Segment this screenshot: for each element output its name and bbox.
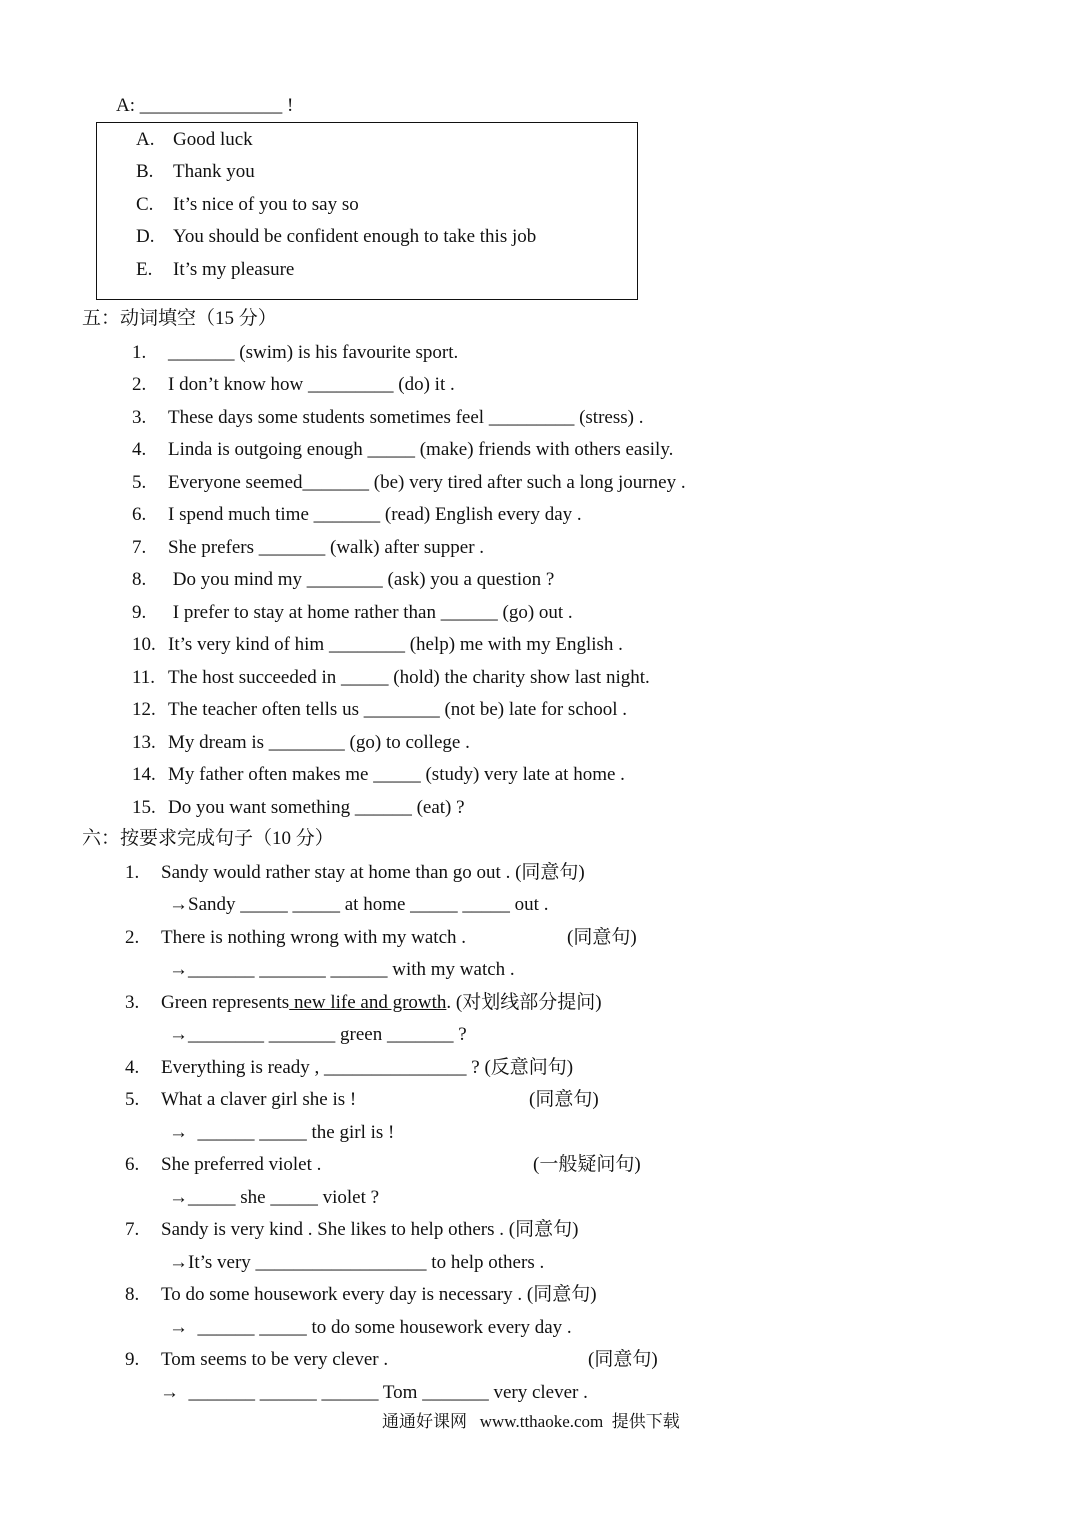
answer-line: → ______ _____ the girl is ! [169, 1122, 395, 1143]
item-number: 12. [132, 699, 156, 720]
item-text: Everyone seemed_______ (be) very tired after such a long journey . [168, 472, 686, 493]
answer-line: → _______ ______ ______ Tom _______ very clever . [160, 1382, 588, 1403]
item-text: My dream is ________ (go) to college . [168, 732, 470, 753]
section5-title: 五：动词填空（15 分） [82, 308, 277, 329]
dialog-line: A: _______________ ! [116, 95, 294, 116]
item-text: It’s very kind of him ________ (help) me with my English . [168, 634, 623, 655]
item-text: Linda is outgoing enough _____ (make) friends with others easily. [168, 439, 674, 460]
answer-line: →Sandy _____ _____ at home _____ _____ out . [169, 894, 549, 915]
item-number: 8. [132, 569, 147, 590]
item-number: 1. [132, 342, 147, 363]
item-text: I spend much time _______ (read) English every day . [168, 504, 582, 525]
option-letter: A. [136, 129, 155, 150]
option-text: Thank you [173, 161, 255, 182]
option-letter: E. [136, 259, 153, 280]
item-text: Do you mind my ________ (ask) you a question ? [168, 569, 555, 590]
question-type-tag: (同意句) [567, 927, 637, 948]
answer-line: → ______ _____ to do some housework every day . [169, 1317, 572, 1338]
question-type-tag: (同意句) [529, 1089, 599, 1110]
item-number: 8. [125, 1284, 140, 1305]
question-text: Tom seems to be very clever . [161, 1349, 389, 1370]
answer-line: →________ _______ green _______ ? [169, 1024, 467, 1045]
item-text: I don’t know how _________ (do) it . [168, 374, 455, 395]
item-number: 4. [125, 1057, 140, 1078]
footer-credit: 通通好课网 www.tthaoke.com 提供下载 [382, 1412, 680, 1431]
item-number: 5. [125, 1089, 140, 1110]
item-text: She prefers _______ (walk) after supper . [168, 537, 485, 558]
option-text: It’s nice of you to say so [173, 194, 359, 215]
section6-title: 六：按要求完成句子（10 分） [82, 828, 334, 849]
question-text [161, 991, 602, 1015]
item-number: 13. [132, 732, 156, 753]
answer-line: →_______ _______ ______ with my watch . [169, 959, 515, 980]
item-number: 6. [125, 1154, 140, 1175]
question-text-post: . (对划线部分提问) [446, 992, 602, 1013]
question-text: There is nothing wrong with my watch . [161, 927, 467, 948]
question-type-tag: (一般疑问句) [533, 1154, 641, 1175]
item-number: 11. [132, 667, 156, 688]
item-text: These days some students sometimes feel _________ (stress) . [168, 407, 644, 428]
item-number: 9. [125, 1349, 140, 1370]
question-text: To do some housework every day is necessary . (同意句) [161, 1284, 597, 1305]
option-letter: B. [136, 161, 154, 182]
item-number: 14. [132, 764, 156, 785]
option-text: Good luck [173, 129, 253, 150]
item-text: My father often makes me _____ (study) very late at home . [168, 764, 625, 785]
question-text: Sandy is very kind . She likes to help others . (同意句) [161, 1219, 579, 1240]
item-text: Do you want something ______ (eat) ? [168, 797, 465, 818]
option-text: You should be confident enough to take this job [173, 226, 537, 247]
item-number: 4. [132, 439, 147, 460]
item-number: 1. [125, 862, 140, 883]
option-text: It’s my pleasure [173, 259, 295, 280]
item-number: 3. [132, 407, 147, 428]
item-number: 7. [132, 537, 147, 558]
item-text: The host succeeded in _____ (hold) the charity show last night. [168, 667, 650, 688]
item-number: 15. [132, 797, 156, 818]
item-number: 3. [125, 992, 140, 1013]
answer-line: →_____ she _____ violet ? [169, 1187, 380, 1208]
question-text: She preferred violet . [161, 1154, 322, 1175]
underlined-phrase: new life and growth [289, 992, 447, 1013]
item-number: 5. [132, 472, 147, 493]
question-text: Everything is ready , _______________ ? (反意问句) [161, 1057, 574, 1078]
item-text: The teacher often tells us ________ (not be) late for school . [168, 699, 628, 720]
item-number: 10. [132, 634, 156, 655]
item-number: 2. [125, 927, 140, 948]
answer-line: →It’s very __________________ to help others . [169, 1252, 545, 1273]
question-text: Sandy would rather stay at home than go out . (同意句) [161, 862, 585, 883]
option-letter: C. [136, 194, 154, 215]
item-number: 7. [125, 1219, 140, 1240]
item-number: 9. [132, 602, 147, 623]
item-text: I prefer to stay at home rather than ______ (go) out . [168, 602, 573, 623]
question-type-tag: (同意句) [588, 1349, 658, 1370]
item-text: _______ (swim) is his favourite sport. [168, 342, 459, 363]
question-text-pre: Green represents [161, 992, 290, 1013]
option-letter: D. [136, 226, 155, 247]
question-text: What a claver girl she is ! [161, 1089, 357, 1110]
item-number: 2. [132, 374, 147, 395]
item-number: 6. [132, 504, 147, 525]
